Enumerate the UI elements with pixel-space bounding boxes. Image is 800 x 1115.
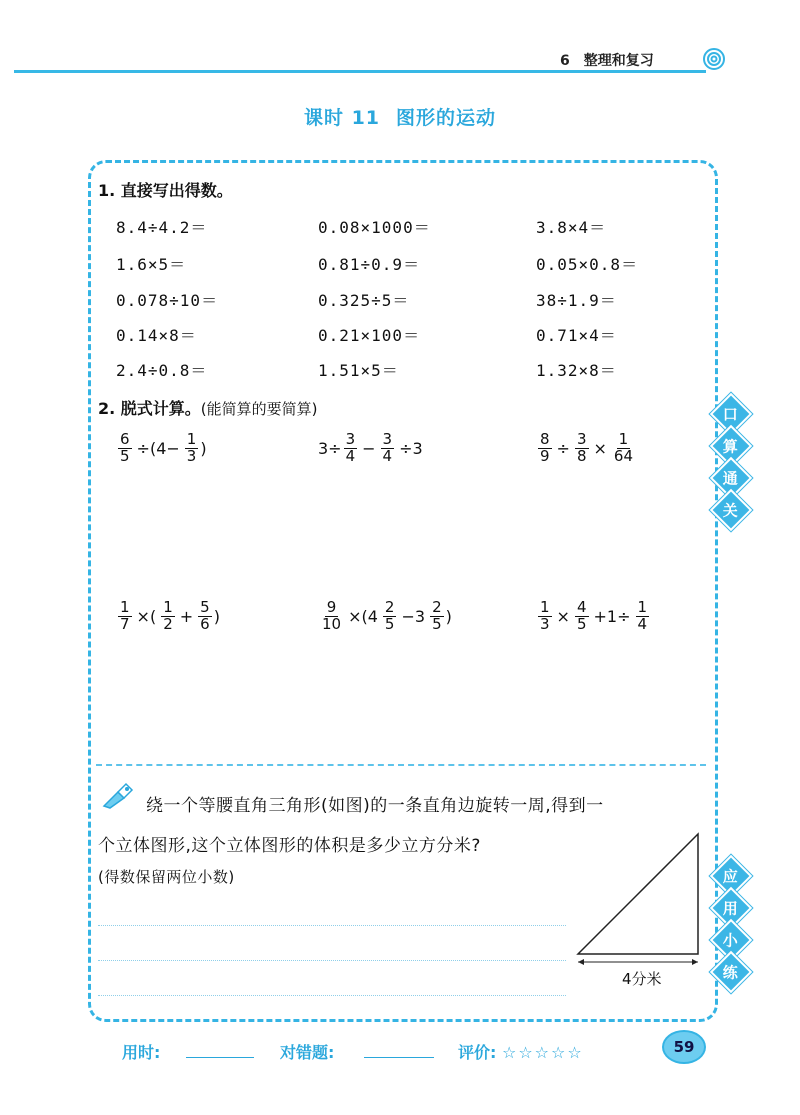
time-blank[interactable] bbox=[186, 1057, 254, 1058]
chapter-number: 6 bbox=[560, 53, 570, 69]
lesson-label: 课时 11 bbox=[303, 107, 381, 129]
chapter-title: 整理和复习 bbox=[583, 53, 654, 69]
rating-label-text: 评价: bbox=[458, 1043, 497, 1062]
rating-stars[interactable]: ☆☆☆☆☆ bbox=[501, 1043, 584, 1062]
time-label: 用时: bbox=[122, 1043, 161, 1062]
problem-note: (得数保留两位小数) bbox=[98, 868, 235, 886]
answer-line bbox=[98, 960, 566, 961]
section2-heading: 2. 脱式计算。 bbox=[98, 399, 201, 418]
lesson-topic: 图形的运动 bbox=[396, 107, 497, 129]
section1-title: 1. 直接写出得数。 bbox=[98, 181, 233, 200]
lesson-title bbox=[0, 103, 800, 130]
expression-5: $\frac{9}{10}$ ×(4 $\frac{2}{5}$ −3 $\frac{2}{5}$ ) bbox=[322, 598, 452, 633]
calc-item: 0.21×100＝ bbox=[318, 326, 421, 345]
answer-line bbox=[98, 925, 566, 926]
expression-4: $\frac{1}{7}$ ×( $\frac{1}{2}$ + $\frac{5}{6}$ ) bbox=[120, 598, 220, 633]
triangle-figure bbox=[572, 832, 708, 968]
calc-item: 0.71×4＝ bbox=[536, 326, 617, 345]
calc-item: 0.325÷5＝ bbox=[318, 291, 410, 310]
oral-practice-tag: 口 算 通 关 bbox=[716, 398, 746, 526]
expression-1: $\frac{6}{5}$ ÷(4− $\frac{1}{3}$ ) bbox=[120, 430, 207, 465]
section-divider bbox=[96, 764, 706, 766]
errors-label: 对错题: bbox=[280, 1043, 335, 1062]
calc-item: 3.8×4＝ bbox=[536, 218, 607, 237]
errors-blank[interactable] bbox=[364, 1057, 434, 1058]
chapter-header bbox=[560, 50, 654, 70]
triangle-base-label: 4分米 bbox=[622, 970, 662, 988]
section2-title bbox=[98, 396, 318, 419]
expression-3: $\frac{8}{9}$ ÷ $\frac{3}{8}$ × $\frac{1}{64}$ bbox=[540, 430, 633, 465]
applied-practice-tag: 应 用 小 练 bbox=[716, 860, 746, 988]
calc-item: 1.6×5＝ bbox=[116, 255, 187, 274]
rating-label bbox=[458, 1040, 584, 1063]
calc-item: 0.14×8＝ bbox=[116, 326, 197, 345]
calc-item: 1.32×8＝ bbox=[536, 361, 617, 380]
spiral-icon bbox=[703, 48, 725, 70]
calc-item: 0.078÷10＝ bbox=[116, 291, 219, 310]
section2-note: (能简算的要简算) bbox=[200, 400, 318, 418]
calc-item: 2.4÷0.8＝ bbox=[116, 361, 208, 380]
expression-6: $\frac{1}{3}$ × $\frac{4}{5}$ +1÷ $\frac{1}{4}$ bbox=[540, 598, 648, 633]
expression-2: 3÷ $\frac{3}{4}$ − $\frac{3}{4}$ ÷3 bbox=[318, 430, 423, 465]
calc-item: 0.81÷0.9＝ bbox=[318, 255, 421, 274]
pencil-icon bbox=[100, 780, 138, 810]
calc-item: 8.4÷4.2＝ bbox=[116, 218, 208, 237]
calc-item: 0.05×0.8＝ bbox=[536, 255, 639, 274]
calc-item: 38÷1.9＝ bbox=[536, 291, 617, 310]
problem-line-2: 个立体图形,这个立体图形的体积是多少立方分米? bbox=[98, 836, 481, 856]
calc-item: 0.08×1000＝ bbox=[318, 218, 431, 237]
answer-line bbox=[98, 995, 566, 996]
header-rule bbox=[14, 70, 706, 73]
problem-line-1: 绕一个等腰直角三角形(如图)的一条直角边旋转一周,得到一 bbox=[146, 796, 604, 816]
calc-item: 1.51×5＝ bbox=[318, 361, 399, 380]
page-number: 59 bbox=[662, 1030, 706, 1064]
